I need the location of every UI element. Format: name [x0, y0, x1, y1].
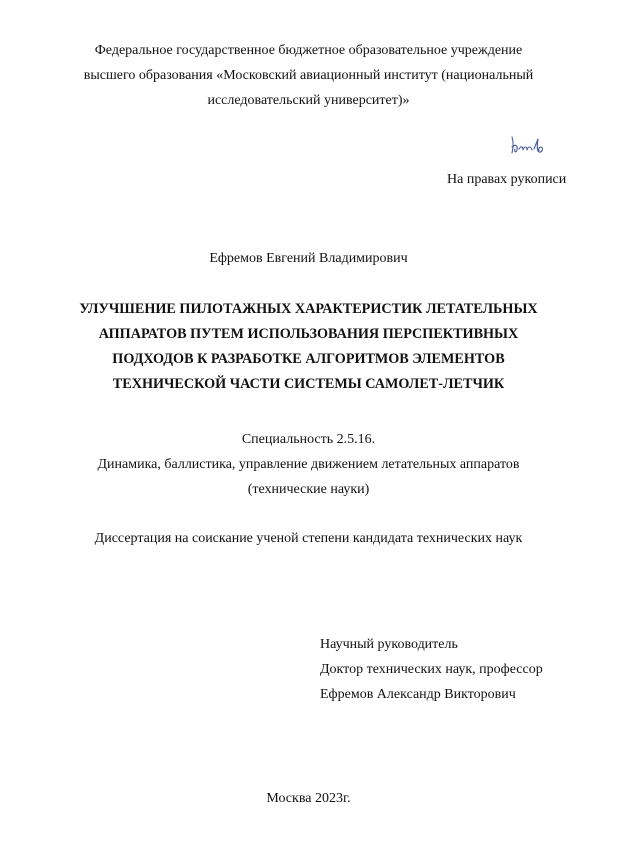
institution-line-1: Федеральное государственное бюджетное образовательное учреждение: [94, 43, 523, 58]
dissertation-title-line-4: ТЕХНИЧЕСКОЙ ЧАСТИ СИСТЕМЫ САМОЛЕТ-ЛЕТЧИК: [112, 376, 505, 392]
institution-line-3: исследовательский университет)»: [207, 93, 410, 108]
institution-line-2: высшего образования «Московский авиационный институт (национальный: [83, 68, 534, 83]
dissertation-type: Диссертация на соискание ученой степени кандидата технических наук: [94, 531, 523, 546]
author-name: Ефремов Евгений Владимирович: [209, 251, 408, 266]
signature-icon: [508, 133, 550, 157]
supervisor-name: Ефремов Александр Викторович: [320, 687, 516, 702]
supervisor-role: Научный руководитель: [320, 637, 458, 652]
city-year: Москва 2023г.: [266, 791, 351, 806]
specialty-name: Динамика, баллистика, управление движением летательных аппаратов: [97, 457, 520, 472]
supervisor-degree: Доктор технических наук, профессор: [320, 662, 543, 677]
specialty-code: Специальность 2.5.16.: [241, 432, 376, 447]
dissertation-title-line-3: ПОДХОДОВ К РАЗРАБОТКЕ АЛГОРИТМОВ ЭЛЕМЕНТОВ: [112, 351, 505, 367]
manuscript-rights: На правах рукописи: [447, 172, 567, 187]
dissertation-title-line-1: УЛУЧШЕНИЕ ПИЛОТАЖНЫХ ХАРАКТЕРИСТИК ЛЕТАТЕЛЬНЫХ: [79, 301, 538, 317]
dissertation-title-line-2: АППАРАТОВ ПУТЕМ ИСПОЛЬЗОВАНИЯ ПЕРСПЕКТИВНЫХ: [98, 326, 519, 342]
specialty-field: (технические науки): [247, 482, 370, 497]
